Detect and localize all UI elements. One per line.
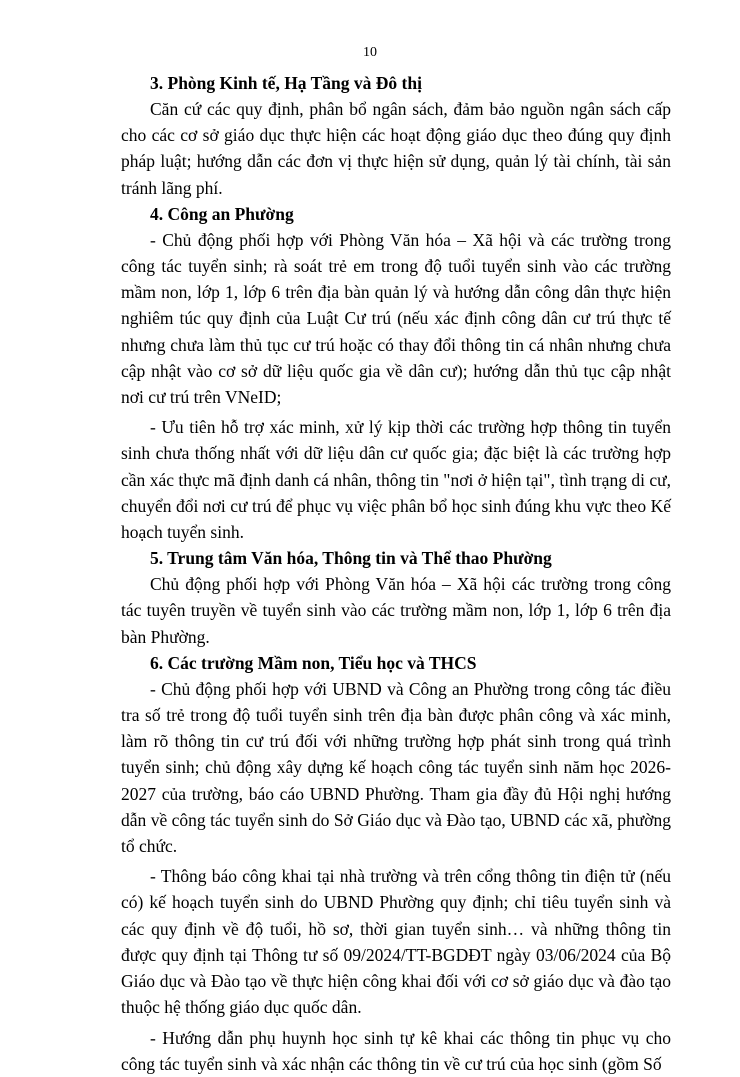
paragraph: - Chủ động phối hợp với UBND và Công an Phường trong công tác điều tra số trẻ trong độ tuổi tuyển sinh trên địa bàn được phân công và xác minh, làm rõ thông tin cư trú đối với những trường hợp phát sinh trong quá trình tuyển sinh; chủ động xây dựng kế hoạch công tác tuyển sinh năm học 2026-2027 của trường, báo cáo UBND Phường. Tham gia đầy đủ Hội nghị hướng dẫn về công tác tuyển sinh do Sở Giáo dục và Đào tạo, UBND các xã, phường tổ chức. xyxy=(121,678,671,857)
section-heading: 4. Công an Phường xyxy=(150,203,294,224)
section-heading: 6. Các trường Mầm non, Tiểu học và THCS xyxy=(150,652,477,673)
paragraph: - Ưu tiên hỗ trợ xác minh, xử lý kịp thời các trường hợp thông tin tuyển sinh chưa thống nhất với dữ liệu dân cư quốc gia; đặc biệt là các trường hợp cần xác thực mã định danh cá nhân, thông tin "nơi ở hiện tại", tình trạng di cư, chuyển đổi nơi cư trú để phục vụ việc phân bổ học sinh đúng khu vực theo Kế hoạch tuyển sinh. xyxy=(121,417,671,543)
page-number: 10 xyxy=(363,45,377,60)
document-body xyxy=(121,70,671,1077)
section-cac-truong xyxy=(121,650,671,1077)
section-trung-tam-van-hoa xyxy=(121,545,671,650)
paragraph: - Hướng dẫn phụ huynh học sinh tự kê khai các thông tin phục vụ cho công tác tuyển sinh và xác nhận các thông tin về cư trú của học sinh (gồm Số xyxy=(121,1027,671,1074)
paragraph: Căn cứ các quy định, phân bổ ngân sách, đảm bảo nguồn ngân sách cấp cho các cơ sở giáo dục thực hiện các hoạt động giáo dục theo đúng quy định pháp luật; hướng dẫn các đơn vị thực hiện sử dụng, quản lý tài chính, tài sản tránh lãng phí. xyxy=(121,99,671,198)
section-cong-an-phuong xyxy=(121,201,671,545)
paragraph: - Chủ động phối hợp với Phòng Văn hóa – Xã hội và các trường trong công tác tuyển sinh; rà soát trẻ em trong độ tuổi tuyển sinh vào các trường mầm non, lớp 1, lớp 6 trên địa bàn quản lý và hướng dẫn công dân thực hiện nghiêm túc quy định của Luật Cư trú (nếu xác định công dân cư trú thực tế nhưng chưa làm thủ tục cư trú hoặc có thay đổi thông tin cá nhân nhưng chưa cập nhật vào cơ sở dữ liệu quốc gia về dân cư); hướng dẫn thủ tục cập nhật nơi cư trú trên VNeID; xyxy=(121,229,671,408)
paragraph: - Thông báo công khai tại nhà trường và trên cổng thông tin điện tử (nếu có) kế hoạch tuyển sinh do UBND Phường quy định; chỉ tiêu tuyển sinh và các quy định về độ tuổi, hồ sơ, thời gian tuyển sinh… và những thông tin được quy định tại Thông tư số 09/2024/TT-BGDĐT ngày 03/06/2024 của Bộ Giáo dục và Đào tạo về thực hiện công khai đối với cơ sở giáo dục và đào tạo thuộc hệ thống giáo dục quốc dân. xyxy=(121,866,671,1018)
section-phong-kinh-te xyxy=(121,70,671,201)
section-heading: 5. Trung tâm Văn hóa, Thông tin và Thể thao Phường xyxy=(150,548,552,569)
paragraph: Chủ động phối hợp với Phòng Văn hóa – Xã hội các trường trong công tác tuyên truyền về tuyển sinh vào các trường mầm non, lớp 1, lớp 6 trên địa bàn Phường. xyxy=(121,574,671,647)
section-heading: 3. Phòng Kinh tế, Hạ Tầng và Đô thị xyxy=(150,73,422,93)
